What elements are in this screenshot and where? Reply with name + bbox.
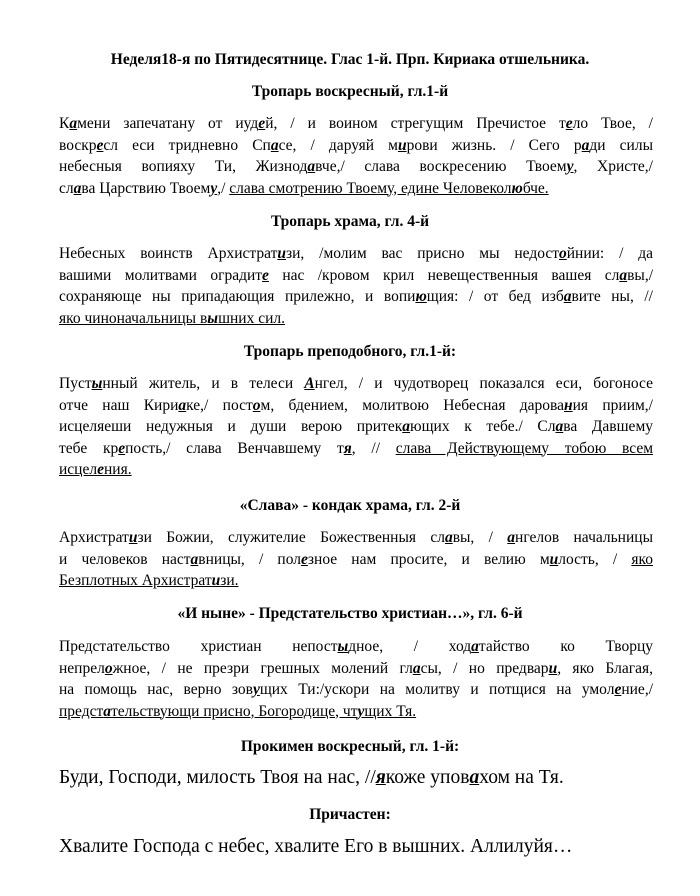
text-line (59, 243, 653, 265)
text-run: ние,/ (621, 681, 653, 698)
text-run: й, / и воином стрегущим Пречистое т (265, 115, 566, 132)
text-run: нас /кровом крил невещественныя вашея сл (268, 266, 620, 284)
text-line (59, 701, 653, 723)
text-run: ло Твое, / (572, 115, 653, 132)
text-run: тебе кр (59, 439, 119, 457)
text-line (59, 113, 653, 135)
stress-mark: а (402, 418, 411, 435)
text-run: вы, / (452, 529, 508, 546)
stress-mark: е (262, 266, 269, 284)
text-line (59, 178, 653, 200)
section-heading: «Слава» - кондак храма, гл. 2-й (239, 497, 461, 514)
text-run: ния. (103, 461, 132, 478)
text-run: К (59, 115, 70, 132)
text-run: Буди, Господи, милость Твоя на нас, // (59, 767, 376, 788)
text-run: зи, /молим вас присно мы недост (286, 245, 559, 262)
text-line (59, 373, 653, 395)
text-line (59, 286, 653, 308)
stress-mark: а (307, 158, 316, 175)
text-run: м, бдением, молитвою Небесная дарова (260, 396, 565, 414)
section-text (59, 373, 653, 481)
stress-mark: ю (415, 288, 427, 305)
text-run: вче,/ слава воскресению Твоем (315, 158, 567, 175)
text-run: йнии: / да (566, 245, 653, 262)
text-run: пость,/ слава Венчавшему т (125, 439, 344, 457)
stress-mark: а (190, 550, 199, 568)
text-run: Безплотных Архистрат (59, 572, 212, 589)
text-run: яко (631, 550, 654, 568)
text-run: небесныя вопияху Ти, Жизнод (59, 158, 308, 175)
text-run: щих Ти:/ускори на молитву и потщися на умол (259, 681, 615, 698)
section-text (59, 766, 653, 790)
text-run: Небесных воинств Архистрат (59, 245, 278, 262)
text-run: нгелов начальницы (515, 529, 653, 546)
stress-mark: а (178, 396, 187, 414)
text-run: , Христе,/ (573, 158, 653, 175)
text-line (59, 549, 653, 571)
text-run: бче. (522, 179, 549, 197)
text-line (59, 835, 653, 859)
stress-mark: и (548, 659, 558, 677)
section-heading: Тропарь преподобного, гл.1-й: (243, 343, 457, 360)
section-heading: «И ныне» - Предстательство христиан…», гл. 6-й (177, 605, 523, 622)
stress-mark: и (128, 529, 138, 546)
text-run: жное, / не презри грешных молений гл (112, 659, 413, 677)
stress-mark: е (118, 439, 126, 457)
section-heading: Тропарь воскресный, гл.1-й (251, 83, 449, 100)
text-run: на помощь нас, верно зов (59, 681, 253, 698)
section-text (59, 527, 653, 592)
text-line (59, 135, 653, 157)
section-text (59, 636, 653, 722)
text-run: вашими молитвами оградит (59, 266, 263, 284)
text-run: , яко Благая, (557, 659, 653, 677)
text-run: исцеляеши недужныя и души верою притек (59, 418, 403, 435)
stress-mark: е (97, 461, 104, 478)
stress-mark: а (270, 136, 279, 154)
stress-mark: а (73, 179, 82, 197)
text-run: коже упов (385, 767, 470, 788)
text-run: сы, / но предвар (420, 659, 549, 677)
text-run: щия: / от бед изб (426, 288, 564, 305)
text-line (59, 570, 653, 592)
text-run: непрел (59, 659, 105, 677)
stress-mark: я (375, 767, 386, 788)
text-run: нный житель, и в телеси (102, 375, 305, 392)
section-heading: Причастен: (309, 806, 391, 823)
text-run: яко чиноначальницы в (59, 309, 208, 327)
stress-mark: ы (91, 375, 103, 392)
text-run: тельствующи присно, Богородице, чт (111, 702, 358, 720)
text-run: рови жизнь. / Сего р (406, 136, 582, 154)
stress-mark: ы (337, 638, 349, 655)
text-run: нгел, / и чудотворец показался еси, богоносе (314, 375, 654, 392)
text-run: и человеков наст (59, 550, 191, 568)
text-line (59, 438, 653, 460)
stress-mark: а (555, 418, 564, 435)
text-line (59, 308, 653, 330)
document-title: Неделя18-я по Пятидесятнице. Глас 1-й. Прп. Кириака отшельника. (110, 51, 590, 68)
section-text (59, 835, 653, 859)
stress-mark: е (614, 681, 622, 698)
text-line (59, 265, 653, 287)
stress-mark: и (277, 245, 287, 262)
stress-mark: а (507, 529, 516, 546)
stress-mark: е (96, 136, 104, 154)
text-run: ке,/ пост (186, 396, 253, 414)
stress-mark: я (343, 439, 352, 457)
stress-mark: а (581, 136, 590, 154)
text-run: зи Божии, служителие Божественныя сл (137, 529, 445, 546)
text-run: шних сил. (218, 309, 285, 327)
text-run: Предстательство христиан непост (59, 638, 338, 655)
stress-mark: ю (511, 179, 523, 197)
stress-mark: и (397, 136, 407, 154)
text-line (59, 459, 653, 481)
stress-mark: у (566, 158, 574, 175)
text-line (59, 679, 653, 701)
stress-mark: н (564, 396, 573, 414)
stress-mark: е (565, 115, 573, 132)
stress-mark: а (412, 659, 421, 677)
text-run: сл еси тридневно Сп (103, 136, 271, 154)
stress-mark: и (549, 550, 559, 568)
text-line (59, 156, 653, 178)
text-line (59, 766, 653, 790)
text-run: , // (351, 439, 396, 457)
stress-mark: о (559, 245, 567, 262)
stress-mark: о (252, 396, 261, 414)
text-run: сл (59, 179, 74, 197)
stress-mark: о (104, 659, 113, 677)
stress-mark: а (69, 115, 78, 132)
stress-mark: у (252, 681, 260, 698)
text-run: Архистрат (59, 529, 129, 546)
text-line (59, 395, 653, 417)
text-run: отче наш Кири (59, 396, 179, 414)
stress-mark: и (211, 572, 221, 589)
text-run: дное, / ход (348, 638, 472, 655)
section-heading: Тропарь храма, гл. 4-й (270, 213, 430, 230)
section-heading: Прокимен воскресный, гл. 1-й: (240, 738, 460, 755)
text-run: ва Давшему (563, 418, 653, 435)
text-line (59, 636, 653, 658)
stress-mark: а (471, 638, 479, 655)
text-run: ия приим,/ (572, 396, 653, 414)
text-run: щих Тя. (364, 702, 417, 720)
section-text (59, 243, 653, 329)
text-run: сохраняюще ны припадающия прилежно, и вопи (59, 288, 416, 305)
stress-mark: а (619, 266, 628, 284)
text-run: вы,/ (627, 266, 654, 284)
text-run: исцел (59, 461, 98, 478)
text-run: зи. (220, 572, 239, 589)
text-run: Пуст (59, 375, 92, 392)
text-run: Хвалите Господа с небес, хвалите Его в вышних. Аллилуйя… (59, 836, 573, 857)
text-run: слава Действующему тобою всем (395, 439, 654, 457)
text-run: лость, / (558, 550, 632, 568)
text-run: ющих к тебе./ Сл (410, 418, 556, 435)
stress-mark: е (301, 550, 308, 568)
text-line (59, 416, 653, 438)
stress-mark: а (444, 529, 453, 546)
text-run: се, / даруяй м (278, 136, 398, 154)
text-run: воскр (59, 136, 97, 154)
stress-mark: у (357, 702, 365, 720)
section-text (59, 113, 653, 199)
stress-mark: А (304, 375, 315, 392)
text-run: ди силы (589, 136, 653, 154)
stress-mark: е (258, 115, 266, 132)
text-line (59, 658, 653, 680)
stress-mark: а (563, 288, 572, 305)
text-run: ,/ (217, 179, 230, 197)
text-run: хом на Тя. (479, 767, 564, 788)
text-run: тайство ко Творцу (478, 638, 653, 655)
text-run: вницы, / пол (198, 550, 302, 568)
text-line (59, 527, 653, 549)
stress-mark: ы (207, 309, 219, 327)
text-run: зное нам просите, и велию м (307, 550, 550, 568)
stress-mark: а (103, 702, 112, 720)
stress-mark: у (210, 179, 218, 197)
text-run: ва Царствию Твоем (81, 179, 211, 197)
stress-mark: а (469, 767, 480, 788)
text-run: вите ны, // (571, 288, 653, 305)
text-run: мени запечатану от иуд (77, 115, 259, 132)
text-run: предст (59, 702, 104, 720)
text-run: слава смотрению Твоему, едине Человекол (229, 179, 512, 197)
